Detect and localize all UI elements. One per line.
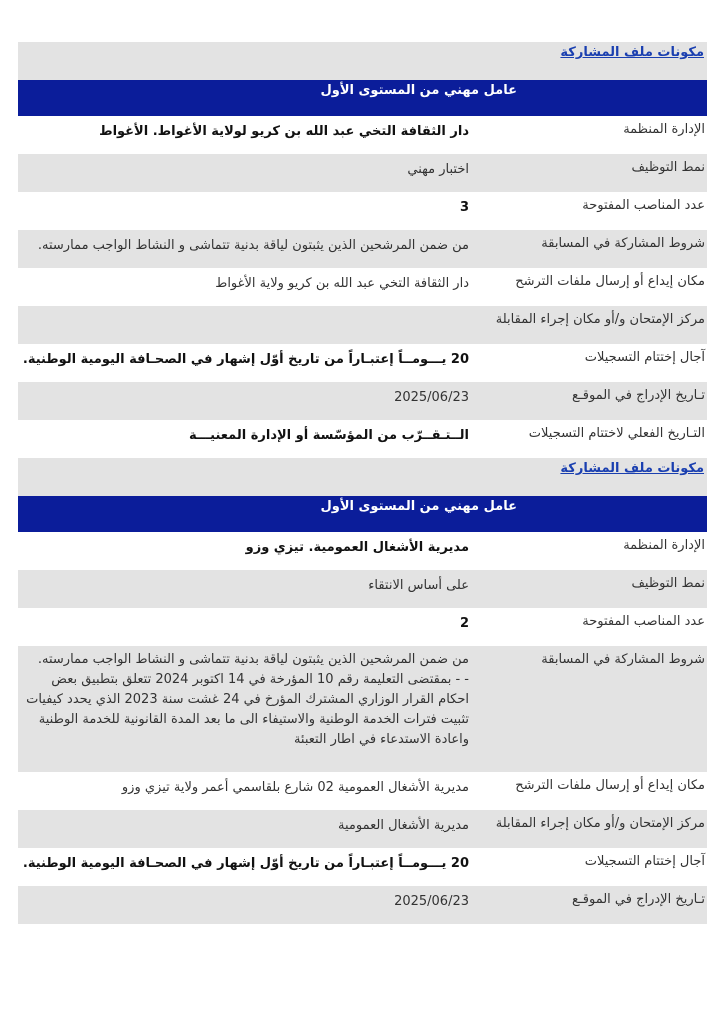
row-value: اختبار مهني <box>407 162 469 177</box>
row-value: 20 يـــومــاً إعتبـاراً من تاريخ أوّل إشهار في الصحـافة اليومية الوطنية. <box>22 856 469 871</box>
row-file-submission-place <box>18 772 707 810</box>
job-listings <box>18 42 707 924</box>
row-file-submission-place <box>18 268 707 306</box>
row-value: على أساس الانتقاء <box>368 578 469 593</box>
row-label: نمط التوظيف <box>631 576 705 591</box>
row-value: الــتـقــرّب من المؤسّسة أو الإدارة المعنيـــة <box>188 428 469 443</box>
row-label: الإدارة المنظمة <box>623 122 705 137</box>
row-organizing-administration <box>18 116 707 154</box>
participation-file-link[interactable]: مكونات ملف المشاركة <box>560 461 704 476</box>
condition-line: - - بمقتضى التعليمة رقم 10 المؤرخة في 14 اكتوبر 2024 تتعلق بتطبيق بعض <box>51 672 469 687</box>
row-open-positions <box>18 608 707 646</box>
row-label: شروط المشاركة في المسابقة <box>541 652 705 667</box>
row-label: تـاريخ الإدراج في الموقـع <box>572 388 705 403</box>
job-title-banner <box>18 80 707 116</box>
row-label: آجال إختتام التسجيلات <box>584 854 705 869</box>
row-posting-date <box>18 382 707 420</box>
condition-line: تثبيت فترات الخدمة الوطنية والاستيفاء الى ما بعد المدة القانونية للخدمة الوطنية <box>38 712 469 727</box>
row-label: شروط المشاركة في المسابقة <box>541 236 705 251</box>
section-heading-row <box>18 458 707 496</box>
row-posting-date <box>18 886 707 924</box>
row-label: تـاريخ الإدراج في الموقـع <box>572 892 705 907</box>
row-value: مديرية الأشغال العمومية 02 شارع بلقاسمي أعمر ولاية تيزي وزو <box>121 780 469 795</box>
row-label: آجال إختتام التسجيلات <box>584 350 705 365</box>
condition-line: واعادة الاستدعاء في اطار التعبئة <box>293 732 469 747</box>
row-value: مديرية الأشغال العمومية. تيزي وزو <box>245 540 469 555</box>
row-label: مركز الإمتحان و/أو مكان إجراء المقابلة <box>495 816 705 831</box>
row-value: مديرية الأشغال العمومية <box>338 818 469 833</box>
job-title-banner <box>18 496 707 532</box>
job-title: عامل مهني من المستوى الأول <box>320 83 517 98</box>
row-exam-center <box>18 810 707 848</box>
row-value: من ضمن المرشحين الذين يثبتون لياقة بدنية تتماشى و النشاط الواجب ممارسته. <box>37 238 469 253</box>
row-participation-conditions <box>18 230 707 268</box>
row-label: الإدارة المنظمة <box>623 538 705 553</box>
row-open-positions <box>18 192 707 230</box>
row-recruitment-type <box>18 154 707 192</box>
row-value: دار الثقافة التخي عبد الله بن كريو ولاية الأغواط <box>215 276 469 291</box>
row-value: 3 <box>459 200 469 215</box>
row-participation-conditions <box>18 646 707 772</box>
row-value: 2 <box>459 616 469 631</box>
row-value: 2025/06/23 <box>394 894 469 909</box>
job-title: عامل مهني من المستوى الأول <box>320 499 517 514</box>
row-organizing-administration <box>18 532 707 570</box>
participation-file-link[interactable]: مكونات ملف المشاركة <box>560 45 704 60</box>
row-registration-deadline <box>18 848 707 886</box>
row-value <box>18 646 469 772</box>
row-label: مكان إيداع أو إرسال ملفات الترشح <box>515 274 705 289</box>
row-value: 2025/06/23 <box>394 390 469 405</box>
row-actual-closing-date <box>18 420 707 458</box>
row-exam-center <box>18 306 707 344</box>
condition-line: احكام القرار الوزاري المشترك المؤرخ في 24 غشت سنة 2023 الذي يحدد كيفيات <box>26 692 469 707</box>
condition-line: من ضمن المرشحين الذين يثبتون لياقة بدنية تتماشى و النشاط الواجب ممارسته. <box>37 652 469 667</box>
row-value: دار الثقافة التخي عبد الله بن كريو لولاية الأغواط. الأغواط <box>99 124 469 139</box>
row-recruitment-type <box>18 570 707 608</box>
row-label: مركز الإمتحان و/أو مكان إجراء المقابلة <box>495 312 705 327</box>
section-heading-row <box>18 42 707 80</box>
row-value <box>18 306 469 344</box>
row-value: 20 يـــومــاً إعتبـاراً من تاريخ أوّل إشهار في الصحـافة اليومية الوطنية. <box>22 352 469 367</box>
row-label: التـاريخ الفعلي لاختتام التسجيلات <box>528 426 705 441</box>
row-label: نمط التوظيف <box>631 160 705 175</box>
row-label: مكان إيداع أو إرسال ملفات الترشح <box>515 778 705 793</box>
row-label: عدد المناصب المفتوحة <box>582 198 705 213</box>
row-label: عدد المناصب المفتوحة <box>582 614 705 629</box>
row-registration-deadline <box>18 344 707 382</box>
